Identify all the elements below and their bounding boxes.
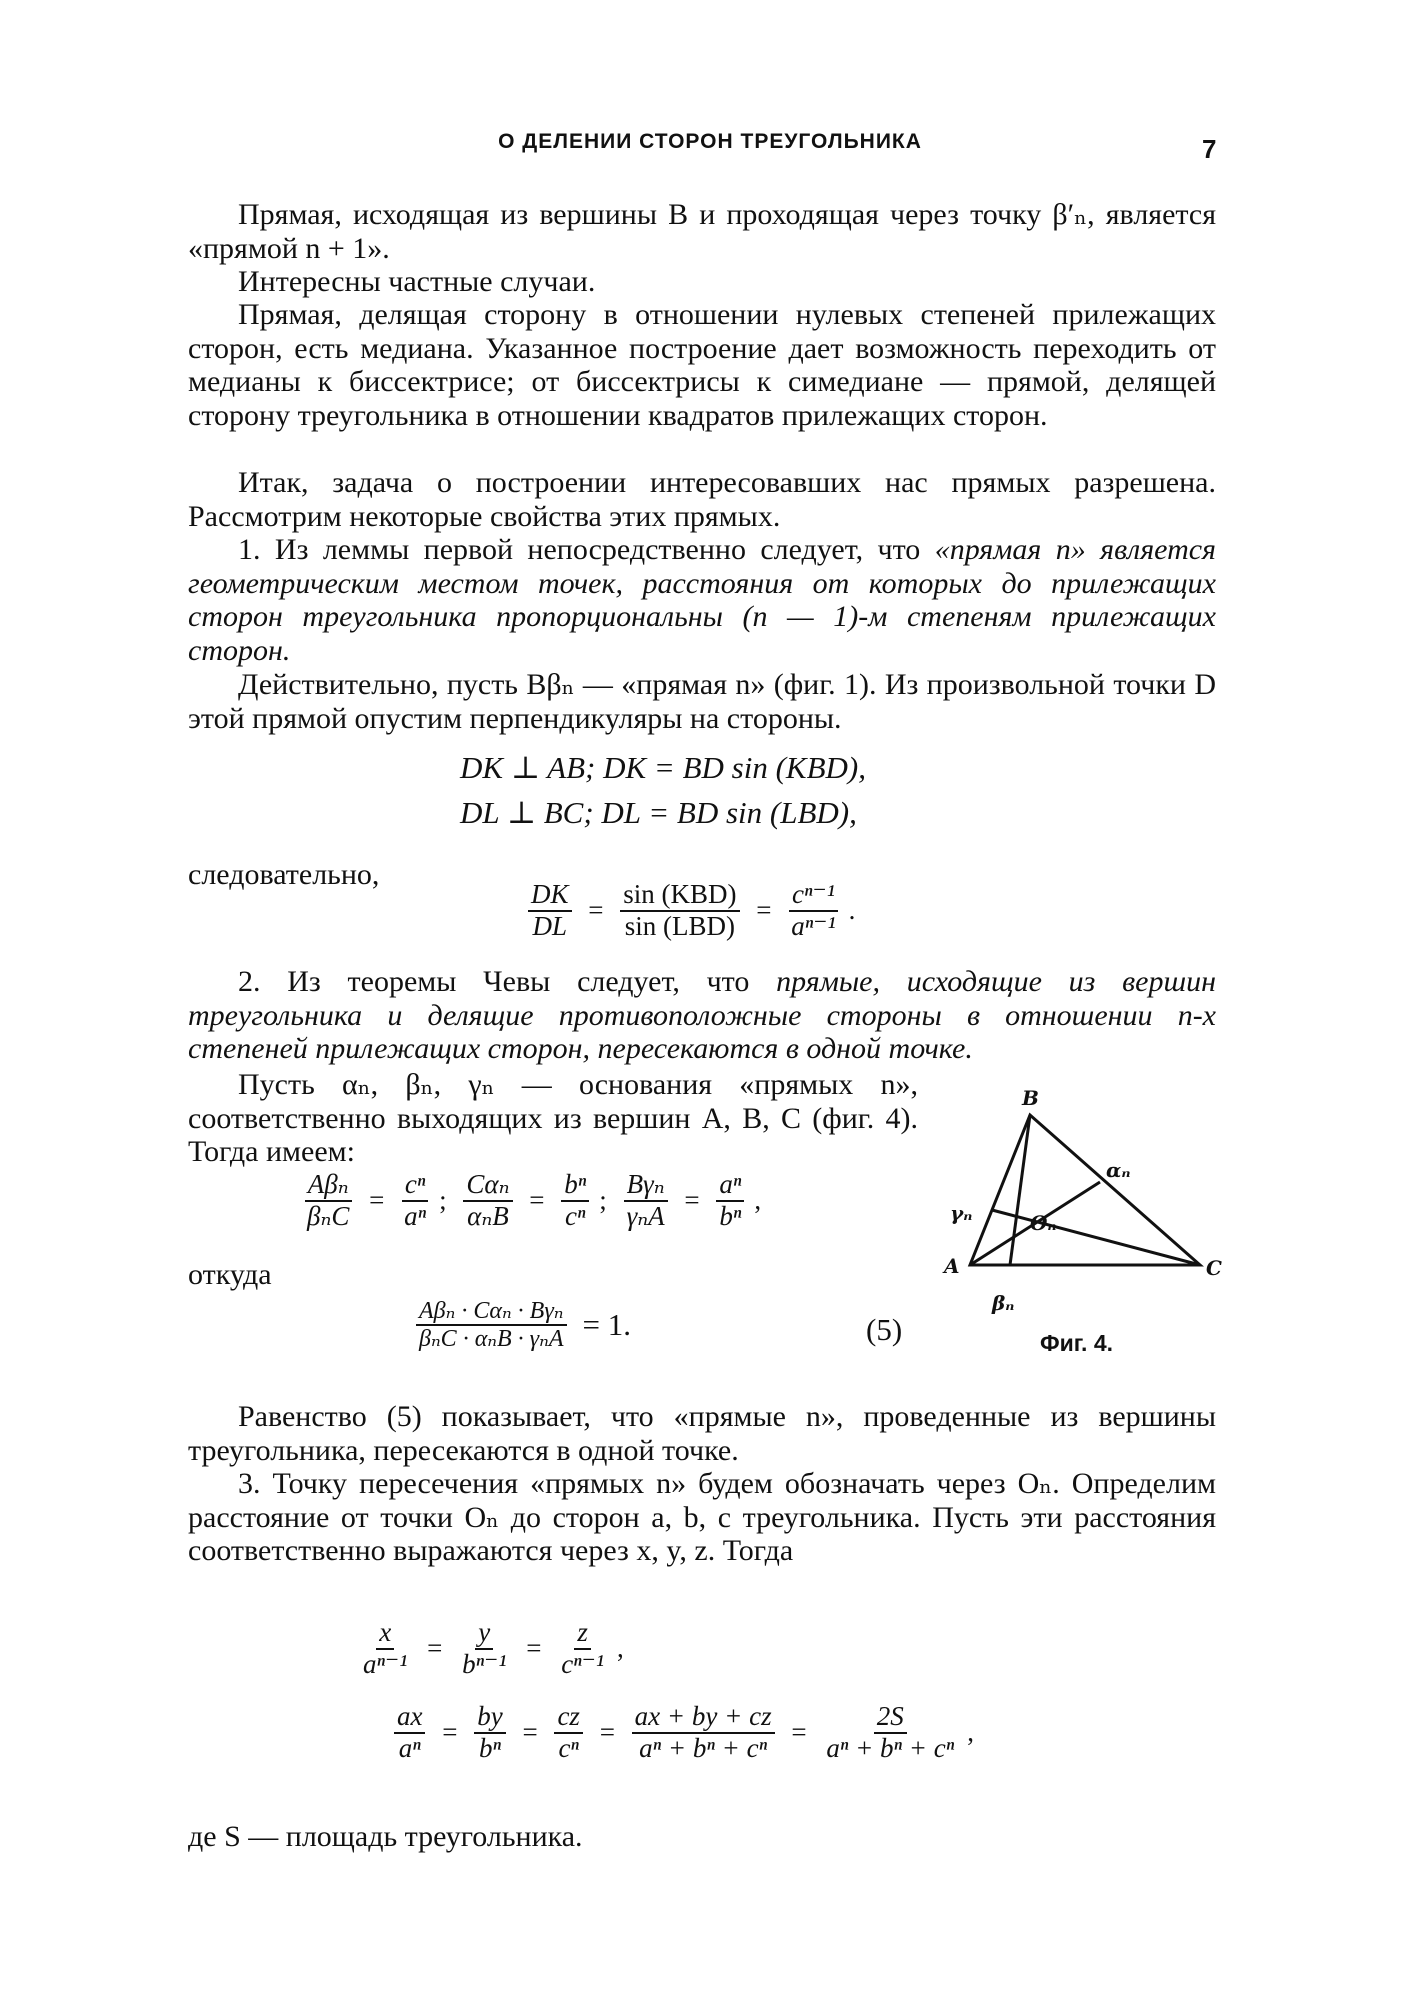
triangle-figure (930, 1085, 1230, 1355)
figure-caption: Фиг. 4. (1040, 1330, 1114, 1356)
equation-ceva-product: $\frac{\text{Aβₙ · Cαₙ · Bγₙ}}{\text{βₙC · αₙB · γₙA}}$ = 1. (412, 1298, 637, 1353)
equation-area: $\frac{ax}{\text{aⁿ}}$ = $\frac{by}{\text{bⁿ}}$ = $\frac{cz}{\text{cⁿ}}$ = $\frac{ax + by + cz}{\text{aⁿ + bⁿ + cⁿ}}$ = $\frac{2S}{\text{aⁿ + bⁿ + cⁿ}}$ , (390, 1702, 980, 1763)
page-number: 7 (1202, 134, 1217, 164)
equation-number: (5) (866, 1312, 903, 1347)
equation-ratio-dk-dl: $\frac{DK}{DL}$ = $\frac{\text{sin (KBD)}}{\text{sin (LBD)}}$ = $\frac{\text{cⁿ⁻¹}}{\text{aⁿ⁻¹}}$ . (524, 880, 861, 941)
label-therefore: следовательно, (188, 858, 380, 891)
label-vertex-c: C (1206, 1256, 1222, 1280)
equation-ceva-ratios: $\frac{\text{Aβₙ}}{\text{βₙC}}$ = $\frac{\text{cⁿ}}{\text{aⁿ}}$ ; $\frac{\text{Cαₙ}}{\text{αₙB}}$ = $\frac{\text{bⁿ}}{\text{cⁿ}}$ ; $\frac{\text{Bγₙ}}{\text{γₙA}}$ = $\frac{\text{aⁿ}}{\text{bⁿ}}$ , (300, 1170, 767, 1231)
paragraph-11: де S — площадь треугольника. (188, 1820, 583, 1853)
paragraph-7-italic: прямые, исходящие из вершин треугольника и делящие противоположные стороны в отношении n-х степеней прилежащих сторон, пересекаются в одной точке. (188, 965, 1216, 1065)
running-header: О ДЕЛЕНИИ СТОРОН ТРЕУГОЛЬНИКА (498, 130, 922, 153)
label-alpha-n: αₙ (1106, 1158, 1131, 1182)
paragraph-8 (188, 1068, 918, 1169)
label-o-n: Oₙ (1030, 1211, 1057, 1235)
paragraph-2 (188, 265, 1216, 299)
paragraph-4-text: Итак, задача о построении интересовавших нас прямых разрешена. Рассмотрим некоторые свойства этих прямых. (188, 466, 1216, 533)
paragraph-4 (188, 466, 1216, 533)
paragraph-7-plain: 2. Из теоремы Чевы следует, что (238, 965, 777, 998)
paragraph-6 (188, 668, 1216, 735)
paragraph-2-text: Интересны частные случаи. (238, 265, 596, 298)
paragraph-5 (188, 533, 1216, 667)
paragraph-7 (188, 965, 1216, 1066)
paragraph-1-text: Прямая, исходящая из вершины B и проходящая через точку β′ₙ, является «прямой n + 1». (188, 198, 1216, 265)
label-gamma-n: γₙ (950, 1201, 973, 1225)
paragraph-10 (188, 1467, 1216, 1568)
paragraph-10-text: 3. Точку пересечения «прямых n» будем обозначать через Oₙ. Определим расстояние от точки Oₙ до сторон a, b, c треугольника. Пусть эти расстояния соответственно выражаются через x, y, z. Тогда (188, 1467, 1216, 1567)
equation-perp-ab: DK ⊥ AB; DK = BD sin (KBD), (460, 750, 866, 785)
paragraph-5-plain: 1. Из леммы первой непосредственно следует, что (238, 533, 935, 566)
paragraph-9-text: Равенство (5) показывает, что «прямые n», проведенные из вершины треугольника, пересекаются в одной точке. (188, 1400, 1216, 1467)
paragraph-3-text: Прямая, делящая сторону в отношении нулевых степеней прилежащих сторон, есть медиана. Указанное построение дает возможность переходить от медианы к биссектрисе; от биссектрисы к симедиане — прямой, делящей сторону треугольника в отношении квадратов прилежащих сторон. (188, 298, 1216, 432)
label-vertex-a: A (944, 1254, 960, 1278)
label-whence: откуда (188, 1258, 272, 1291)
label-beta-n: βₙ (992, 1291, 1015, 1315)
paragraph-6-text: Действительно, пусть Bβₙ — «прямая n» (фиг. 1). Из произвольной точки D этой прямой опустим перпендикуляры на стороны. (188, 668, 1216, 735)
paragraph-5-italic: «прямая n» является геометрическим местом точек, расстояния от которых до прилежащих сторон треугольника пропорциональны (n — 1)-м степеням прилежащих сторон. (188, 533, 1216, 667)
paragraph-8-text: Пусть αₙ, βₙ, γₙ — основания «прямых n», соответственно выходящих из вершин A, B, C (фиг. 4). Тогда имеем: (188, 1068, 918, 1168)
label-vertex-b: B (1022, 1086, 1039, 1110)
paragraph-1 (188, 198, 1216, 265)
equation-perp-bc: DL ⊥ BC; DL = BD sin (LBD), (460, 795, 857, 830)
paragraph-9 (188, 1400, 1216, 1467)
paragraph-3 (188, 298, 1216, 432)
equation-distances: $\frac{x}{\text{aⁿ⁻¹}}$ = $\frac{y}{\text{bⁿ⁻¹}}$ = $\frac{z}{\text{cⁿ⁻¹}}$ , (363, 1617, 624, 1679)
